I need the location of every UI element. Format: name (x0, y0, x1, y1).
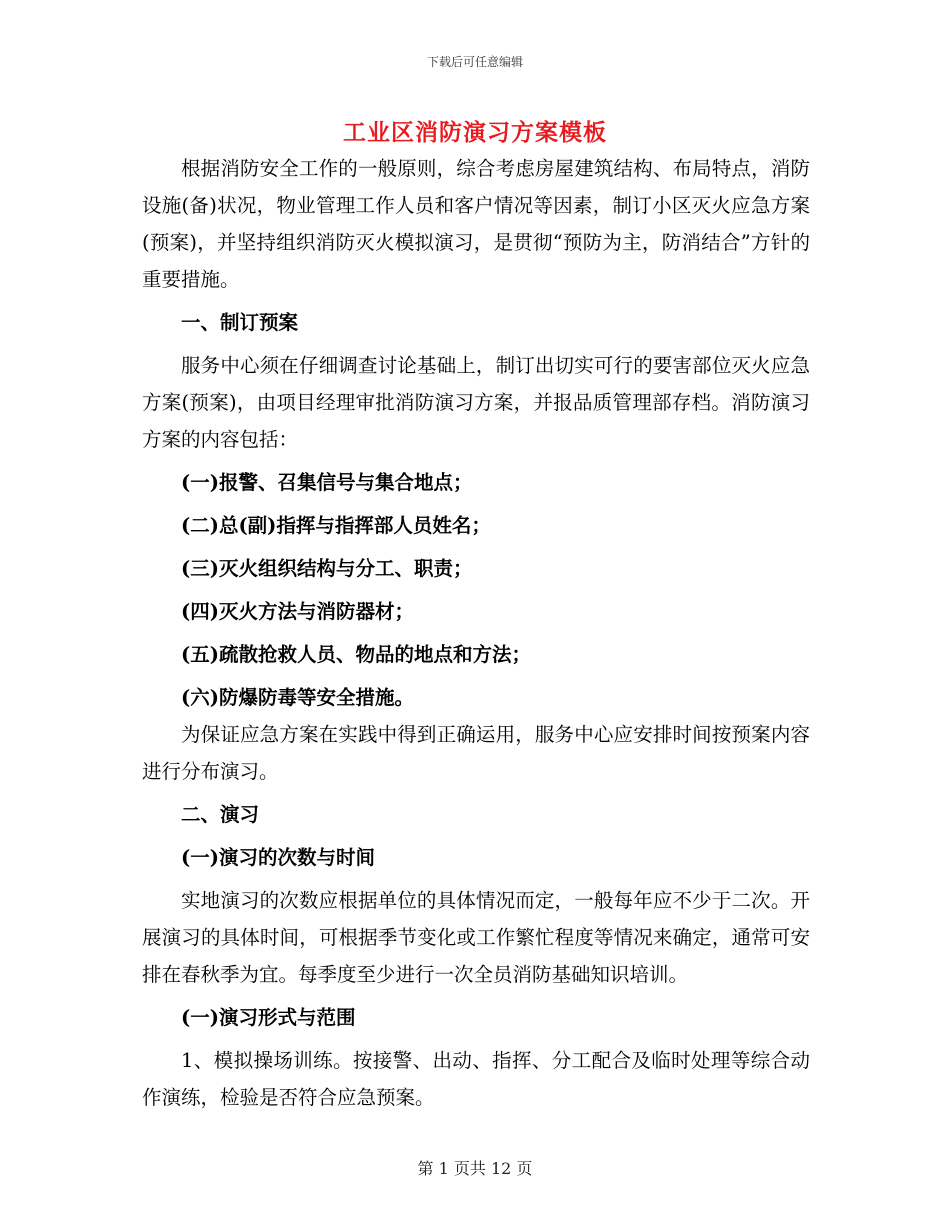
section-heading-drill: 二、演习 (181, 803, 260, 826)
intro-paragraph: 根据消防安全工作的一般原则，综合考虑房屋建筑结构、布局特点，消防设施(备)状况，物业管理工作人员和客户情况等因素，制订小区灭火应急方案(预案)，并坚持组织消防灭火模拟演习，是贯彻“预防为主，防消结合”方针的重要措施。 (142, 157, 810, 291)
frequency-paragraph: 实地演习的次数应根据单位的具体情况而定，一般每年应不少于二次。开展演习的具体时间，可根据季节变化或工作繁忙程度等情况来确定，通常可安排在春秋季为宜。每季度至少进行一次全员消防基础知识培训。 (142, 889, 810, 986)
subheading-form: (一)演习形式与范围 (181, 1006, 356, 1029)
plan-paragraph: 服务中心须在仔细调查讨论基础上，制订出切实可行的要害部位灭火应急方案(预案)，由项目经理审批消防演习方案，并报品质管理部存档。消防演习方案的内容包括： (142, 354, 810, 451)
download-note: 下载后可任意编辑 (426, 55, 523, 69)
section-heading-plan: 一、制订预案 (181, 311, 299, 334)
plan-item-1: (一)报警、召集信号与集合地点； (181, 471, 473, 494)
document-body (142, 150, 810, 1116)
application-paragraph: 为保证应急方案在实践中得到正确运用，服务中心应安排时间按预案内容进行分布演习。 (142, 723, 810, 783)
plan-item-5: (五)疏散抢救人员、物品的地点和方法； (181, 643, 531, 666)
form-paragraph: 1、模拟操场训练。按接警、出动、指挥、分工配合及临时处理等综合动作演练，检验是否符合应急预案。 (142, 1049, 810, 1109)
plan-item-4: (四)灭火方法与消防器材； (181, 600, 414, 623)
page-number: 第 1 页共 12 页 (417, 1159, 533, 1178)
plan-item-2: (二)总(副)指挥与指挥部人员姓名； (181, 514, 491, 537)
subheading-frequency: (一)演习的次数与时间 (181, 846, 375, 869)
plan-item-6: (六)防爆防毒等安全措施。 (181, 686, 414, 709)
plan-item-3: (三)灭火组织结构与分工、职责； (181, 557, 473, 580)
document-title: 工业区消防演习方案模板 (343, 119, 607, 146)
